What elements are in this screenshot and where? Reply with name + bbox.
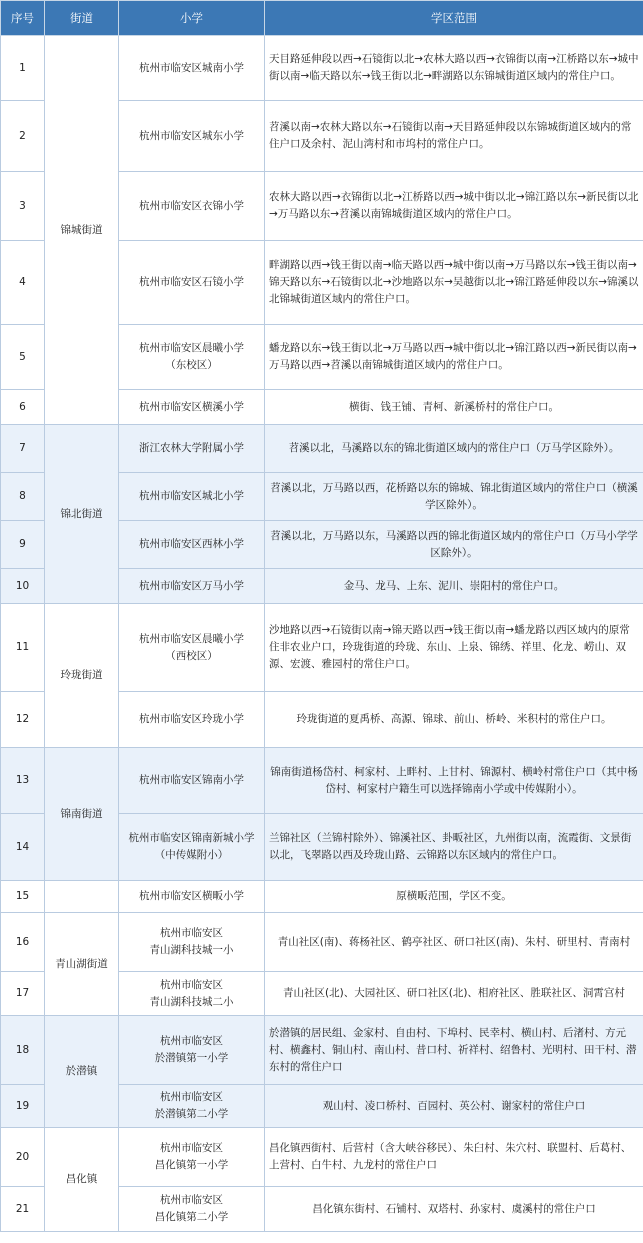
scope-cell: 玲珑街道的夏禹桥、高源、锦球、前山、桥岭、米积村的常住户口。 <box>265 692 643 748</box>
row-number: 8 <box>1 473 45 521</box>
scope-cell: 青山社区(北)、大园社区、研口社区(北)、相府社区、胜联社区、洞霄宫村 <box>265 972 643 1016</box>
school-name-line: 杭州市临安区 <box>160 1142 223 1154</box>
row-number: 1 <box>1 36 45 101</box>
school-name-line: 杭州市临安区横畈小学 <box>139 890 244 902</box>
school-name-line: 杭州市临安区锦南小学 <box>139 774 244 786</box>
school-cell <box>119 473 265 521</box>
row-number: 10 <box>1 569 45 604</box>
row-number: 4 <box>1 241 45 325</box>
district-cell: 昌化镇 <box>45 1128 119 1232</box>
school-name-line: 杭州市临安区 <box>160 1194 223 1206</box>
school-cell <box>119 101 265 172</box>
table-row <box>1 1128 643 1187</box>
school-cell <box>119 604 265 692</box>
school-name-line: 昌化镇第二小学 <box>154 1211 229 1223</box>
school-name-line: 杭州市临安区锦南新城小学 <box>128 832 255 844</box>
school-cell <box>119 748 265 814</box>
school-cell <box>119 325 265 390</box>
school-name-line: （中传媒附小） <box>154 849 229 861</box>
school-cell <box>119 1085 265 1128</box>
school-cell <box>119 521 265 569</box>
table-row <box>1 748 643 814</box>
school-name-line: 於潜镇第二小学 <box>154 1108 229 1120</box>
row-number: 17 <box>1 972 45 1016</box>
school-cell <box>119 425 265 473</box>
scope-cell: 昌化镇东街村、石铺村、双塔村、孙家村、虞溪村的常住户口 <box>265 1187 643 1232</box>
school-cell <box>119 913 265 972</box>
row-number: 5 <box>1 325 45 390</box>
school-cell <box>119 881 265 913</box>
school-name-line: 杭州市临安区万马小学 <box>139 579 244 592</box>
school-name-line: 青山湖科技城二小 <box>149 995 234 1008</box>
scope-cell: 天目路延伸段以西→石镜街以北→农林大路以西→衣锦街以南→江桥路以东→城中街以南→临天路以东→钱王街以北→畔湖路以东锦城街道区域内的常住户口。 <box>265 36 643 101</box>
header-no: 序号 <box>1 1 45 36</box>
district-cell: 於潜镇 <box>45 1016 119 1128</box>
row-number: 6 <box>1 390 45 425</box>
scope-cell: 原横畈范围，学区不变。 <box>265 881 643 913</box>
school-name-line: 青山湖科技城一小 <box>149 944 234 956</box>
scope-cell: 昌化镇西街村、后营村（含大峡谷移民）、朱臼村、朱穴村、联盟村、后葛村、上营村、白牛村、九龙村的常住户口 <box>265 1128 643 1187</box>
school-name-line: 杭州市临安区 <box>160 1035 223 1047</box>
school-cell <box>119 172 265 241</box>
school-name-line: 浙江农林大学附属小学 <box>139 442 244 454</box>
row-number: 21 <box>1 1187 45 1232</box>
table-row <box>1 425 643 473</box>
school-name-line: 昌化镇第一小学 <box>154 1159 229 1171</box>
header-district: 街道 <box>45 1 119 36</box>
row-number: 14 <box>1 814 45 881</box>
scope-cell: 苕溪以北，万马路以西，花桥路以东的锦城、锦北街道区域内的常住户口（横溪学区除外）。 <box>265 473 643 521</box>
row-number: 15 <box>1 881 45 913</box>
table-row <box>1 1016 643 1085</box>
table-row <box>1 913 643 972</box>
scope-cell: 观山村、凌口桥村、百园村、英公村、谢家村的常住户口 <box>265 1085 643 1128</box>
school-name-line: 杭州市临安区西林小学 <box>139 538 244 550</box>
district-cell: 锦北街道 <box>45 425 119 604</box>
row-number: 9 <box>1 521 45 569</box>
school-cell <box>119 36 265 101</box>
district-cell: 玲珑街道 <box>45 604 119 748</box>
row-number: 19 <box>1 1085 45 1128</box>
school-name-line: 杭州市临安区衣锦小学 <box>139 199 244 212</box>
table-row <box>1 36 643 101</box>
school-name-line: 杭州市临安区玲珑小学 <box>139 713 244 725</box>
table-body <box>1 36 643 1232</box>
school-name-line: 杭州市临安区城北小学 <box>139 490 244 502</box>
table-row <box>1 604 643 692</box>
school-cell <box>119 1187 265 1232</box>
scope-cell: 沙地路以西→石镜街以南→锦天路以西→钱王街以南→蟠龙路以西区域内的原常住非农业户口，玲珑街道的玲珑、东山、上泉、锦绣、祥里、化龙、崂山、双源、宏渡、雅园村的常住户口。 <box>265 604 643 692</box>
scope-cell: 苕溪以南→农林大路以东→石镜街以南→天目路延伸段以东锦城街道区域内的常住户口及余村、泥山湾村和市坞村的常住户口。 <box>265 101 643 172</box>
scope-cell: 苕溪以北，马溪路以东的锦北街道区域内的常住户口（万马学区除外）。 <box>265 425 643 473</box>
school-cell <box>119 814 265 881</box>
school-name-line: 杭州市临安区晨曦小学 <box>139 632 244 645</box>
school-cell <box>119 972 265 1016</box>
school-cell <box>119 569 265 604</box>
school-name-line: 杭州市临安区城东小学 <box>139 129 244 142</box>
school-name-line: 杭州市临安区 <box>160 927 223 939</box>
school-cell <box>119 1128 265 1187</box>
row-number: 13 <box>1 748 45 814</box>
district-cell: 青山湖街道 <box>45 913 119 1016</box>
school-cell <box>119 241 265 325</box>
row-number: 2 <box>1 101 45 172</box>
district-cell: 锦城街道 <box>45 36 119 425</box>
school-name-line: 杭州市临安区横溪小学 <box>139 400 244 413</box>
district-cell: 锦南街道 <box>45 748 119 881</box>
scope-cell: 横街、钱王铺、青柯、新溪桥村的常住户口。 <box>265 390 643 425</box>
table-row <box>1 881 643 913</box>
school-name-line: 杭州市临安区石镜小学 <box>139 276 244 288</box>
scope-cell: 锦南街道杨岱村、柯家村、上畔村、上甘村、锦源村、横岭村常住户口（其中杨岱村、柯家村户籍生可以选择锦南小学或中传媒附小）。 <box>265 748 643 814</box>
scope-cell: 畔湖路以西→钱王街以南→临天路以西→城中街以南→万马路以东→钱王街以南→锦天路以东→石镜街以北→沙地路以东→吴越街以北→锦江路延伸段以东→锦溪以北锦城街道区域内的常住户口。 <box>265 241 643 325</box>
school-cell <box>119 692 265 748</box>
school-name-line: （西校区） <box>165 649 218 662</box>
row-number: 3 <box>1 172 45 241</box>
scope-cell: 苕溪以北，万马路以东，马溪路以西的锦北街道区域内的常住户口（万马小学学区除外）。 <box>265 521 643 569</box>
row-number: 20 <box>1 1128 45 1187</box>
school-name-line: 杭州市临安区 <box>160 1091 223 1103</box>
row-number: 12 <box>1 692 45 748</box>
school-name-line: 於潜镇第一小学 <box>154 1052 229 1064</box>
row-number: 18 <box>1 1016 45 1085</box>
district-cell <box>45 881 119 913</box>
school-name-line: 杭州市临安区城南小学 <box>139 61 244 74</box>
scope-cell: 於潜镇的居民组、金家村、自由村、下埠村、民幸村、横山村、后渚村、方元村、横鑫村、铜山村、南山村、昔口村、祈祥村、绍鲁村、光明村、田干村、潜东村的常住户口 <box>265 1016 643 1085</box>
scope-cell: 青山社区(南)、蒋杨社区、鹤亭社区、研口社区(南)、朱村、研里村、青南村 <box>265 913 643 972</box>
school-name-line: （东校区） <box>165 359 218 371</box>
school-name-line: 杭州市临安区 <box>160 978 223 991</box>
scope-cell: 蟠龙路以东→钱王街以北→万马路以西→城中街以北→锦江路以西→新民街以南→万马路以西→苕溪以南锦城街道区域内的常住户口。 <box>265 325 643 390</box>
row-number: 7 <box>1 425 45 473</box>
header-scope: 学区范围 <box>265 1 643 36</box>
school-name-line: 杭州市临安区晨曦小学 <box>139 342 244 354</box>
table-header-row <box>1 1 643 36</box>
scope-cell: 农林大路以西→衣锦街以北→江桥路以西→城中街以北→锦江路以东→新民街以北→万马路以东→苕溪以南锦城街道区域内的常住户口。 <box>265 172 643 241</box>
school-cell <box>119 1016 265 1085</box>
scope-cell: 兰锦社区（兰锦村除外）、锦溪社区、卦畈社区，九州街以南，流霞街、文景街以北，飞翠路以西及玲珑山路、云锦路以东区域内的常住户口。 <box>265 814 643 881</box>
row-number: 11 <box>1 604 45 692</box>
school-cell <box>119 390 265 425</box>
header-school: 小学 <box>119 1 265 36</box>
row-number: 16 <box>1 913 45 972</box>
scope-cell: 金马、龙马、上东、泥川、崇阳村的常住户口。 <box>265 569 643 604</box>
